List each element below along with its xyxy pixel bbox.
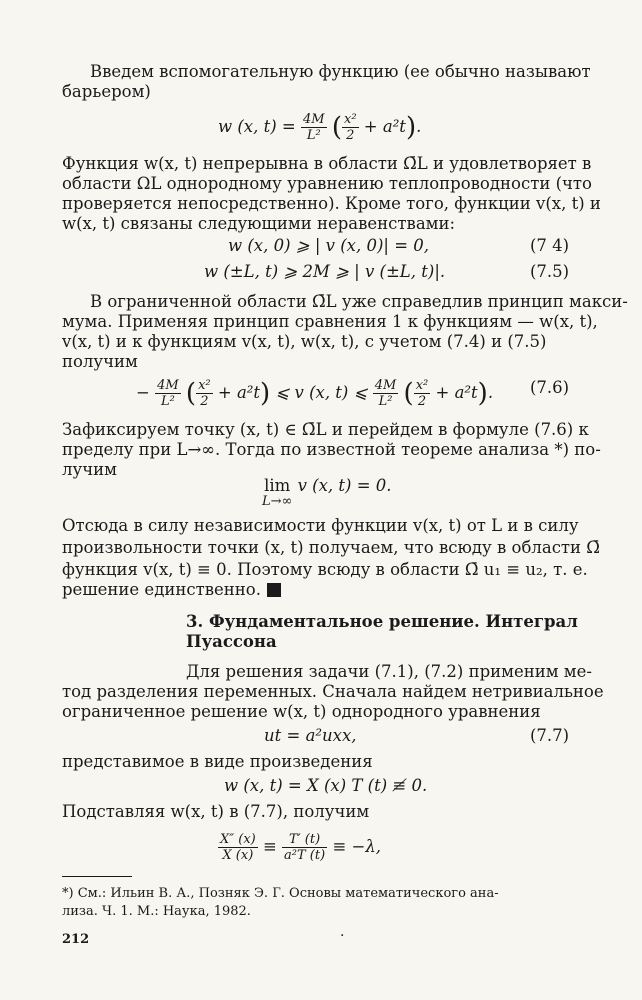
fraction <box>373 378 399 409</box>
text-line: Зафиксируем точку (x, t) ∈ Ω̄L и перейдем в формуле (7.6) к <box>62 420 589 439</box>
equation-separation <box>218 832 381 863</box>
equation-7-4: w (x, 0) ⩾ | v (x, 0)| = 0, <box>228 236 430 255</box>
text-line: ограниченное решение w(x, t) однородного уравнения <box>62 702 541 721</box>
text-line: Подставляя w(x, t) в (7.7), получим <box>62 802 370 821</box>
fraction <box>301 112 327 143</box>
footnote-line: лиза. Ч. 1. М.: Наука, 1982. <box>62 904 251 919</box>
equation-text: + a²t <box>363 117 406 136</box>
section-heading: Пуассона <box>186 632 277 651</box>
fraction-denominator: L² <box>160 394 175 409</box>
limit-subscript: L→∞ <box>262 494 293 509</box>
text-line: пределу при L→∞. Тогда по известной теореме анализа *) по- <box>62 440 601 459</box>
text-line: лучим <box>62 460 117 479</box>
section-heading: 3. Фундаментальное решение. Интеграл <box>186 612 578 631</box>
footnote-rule <box>62 876 132 877</box>
print-speck: · <box>340 928 345 944</box>
fraction-denominator: L² <box>378 394 393 409</box>
text-line: тод разделения переменных. Сначала найдем нетривиальное <box>62 682 604 701</box>
paren-close: ) <box>260 378 271 409</box>
text-line: барьером) <box>62 82 151 101</box>
paren-close: ) <box>477 378 488 409</box>
equation-7-6 <box>136 378 493 409</box>
text-line: v(x, t) и к функциям v(x, t), w(x, t), с учетом (7.4) и (7.5) <box>62 332 547 351</box>
fraction-numerator: 4M <box>157 378 179 393</box>
fraction <box>218 832 258 863</box>
equation-barrier <box>218 112 421 143</box>
fraction-denominator: 2 <box>417 394 427 409</box>
equation-text: + a²t <box>217 383 261 402</box>
fraction-numerator: x² <box>415 378 429 393</box>
fraction-numerator: x² <box>343 112 357 127</box>
text-line: области ΩL однородному уравнению теплопроводности (что <box>62 174 592 193</box>
equation-number: (7 4) <box>530 236 570 255</box>
equation-text: ≡ <box>262 837 277 856</box>
text-line: В ограниченной области Ω̄L уже справедлив принцип макси- <box>90 292 628 311</box>
fraction <box>342 112 359 143</box>
fraction-denominator: 2 <box>200 394 209 409</box>
paren-open: ( <box>331 112 342 143</box>
fraction-numerator: 4M <box>374 378 397 393</box>
text-line: представимое в виде произведения <box>62 752 373 771</box>
fraction <box>196 378 213 409</box>
equation-text: . <box>416 117 422 136</box>
equation-product: w (x, t) = X (x) T (t) ≢ 0. <box>224 776 428 795</box>
text-line: Для решения задачи (7.1), (7.2) применим ме- <box>186 662 592 681</box>
equation-number: (7.6) <box>530 378 570 397</box>
text-line: проверяется непосредственно). Кроме того, функции v(x, t) и <box>62 194 601 213</box>
fraction-denominator: X (x) <box>222 848 254 863</box>
equation-number: (7.7) <box>530 726 570 745</box>
fraction <box>282 832 327 863</box>
text-line: мума. Применяя принцип сравнения 1 к функциям — w(x, t), <box>62 312 598 331</box>
text-line: Отсюда в силу независимости функции v(x, t) от L и в силу <box>62 516 579 535</box>
text-line: Функция w(x, t) непрерывна в области Ω̄L и удовлетворяет в <box>62 154 592 173</box>
fraction-denominator: L² <box>306 128 321 143</box>
fraction <box>414 378 431 409</box>
text-line: Введем вспомогательную функцию (ее обычно называют <box>90 62 591 81</box>
paren-open: ( <box>185 378 197 409</box>
text-line: функция v(x, t) ≡ 0. Поэтому всюду в области Ω̄ u₁ ≡ u₂, т. е. <box>62 560 588 579</box>
equation-text: v (x, t) = 0. <box>297 476 392 495</box>
equation-text: w (x, t) = <box>218 117 301 136</box>
limit-text: lim <box>264 476 291 495</box>
text-line: получим <box>62 352 138 371</box>
text-line-content: решение единственно. <box>62 580 261 599</box>
fraction-numerator: x² <box>198 378 211 393</box>
text-line <box>62 580 281 600</box>
fraction-denominator: a²T (t) <box>284 848 326 863</box>
fraction <box>155 378 181 409</box>
equation-7-7: ut = a²uxx, <box>264 726 357 745</box>
page-number: 212 <box>62 932 90 947</box>
equation-text: ⩽ v (x, t) ⩽ <box>275 383 368 402</box>
fraction-numerator: X″ (x) <box>220 832 256 847</box>
equation-text: + a²t <box>435 383 478 402</box>
footnote-line: *) См.: Ильин В. А., Позняк Э. Г. Основы математического ана- <box>62 886 499 901</box>
end-of-proof-square-icon <box>267 583 281 597</box>
text-line: произвольности точки (x, t) получаем, что всюду в области Ω̄ <box>62 538 600 557</box>
equation-7-5: w (±L, t) ⩾ 2M ⩾ | v (±L, t)|. <box>204 262 446 281</box>
equation-text: ≡ −λ, <box>332 837 382 856</box>
text-line: w(x, t) связаны следующими неравенствами: <box>62 214 456 233</box>
equation-limit <box>262 476 392 508</box>
equation-text: − <box>136 383 150 402</box>
equation-text: . <box>487 383 494 402</box>
paren-close: ) <box>405 112 417 143</box>
limit-operator <box>262 476 292 508</box>
fraction-denominator: 2 <box>346 128 355 143</box>
equation-number: (7.5) <box>530 262 570 281</box>
paren-open: ( <box>403 378 414 409</box>
fraction-numerator: T′ (t) <box>282 832 327 848</box>
fraction-numerator: 4M <box>302 112 325 127</box>
